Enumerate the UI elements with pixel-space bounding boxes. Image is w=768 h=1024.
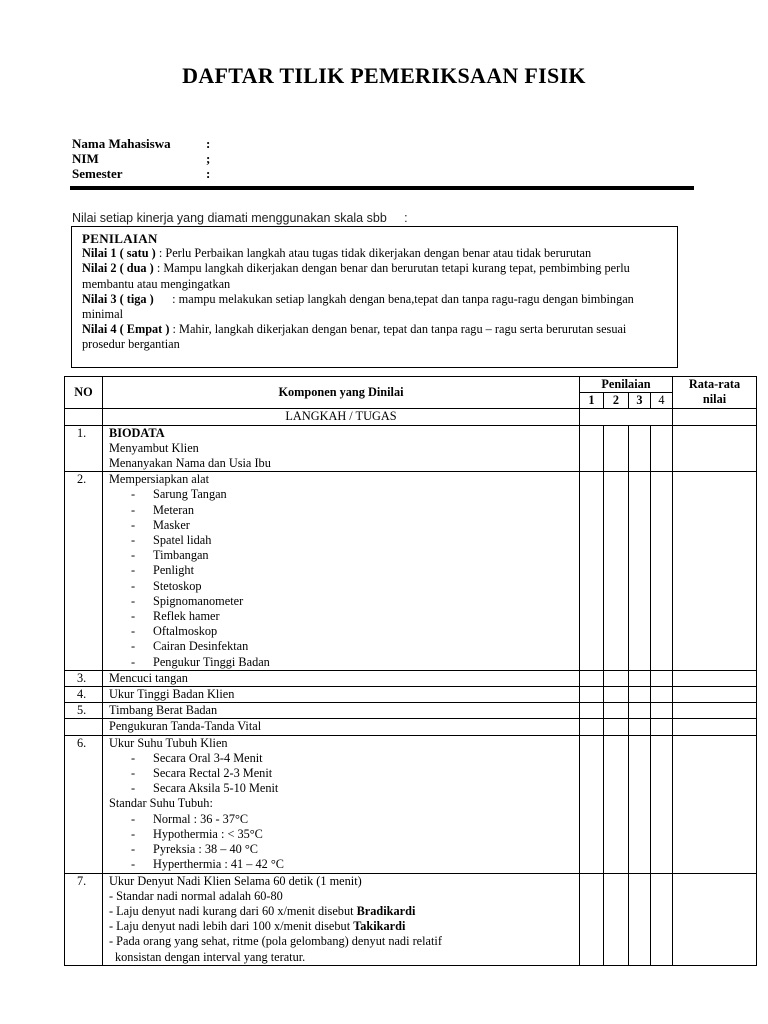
average-cell[interactable] — [673, 670, 757, 686]
score-cell[interactable] — [629, 703, 651, 719]
row-subheading: Standar Suhu Tubuh: — [109, 796, 213, 811]
list-item: - Masker — [131, 517, 190, 532]
penilaian-item-label: Nilai 3 ( tiga ) — [82, 291, 154, 306]
penilaian-item-label: Nilai 4 ( Empat ) — [82, 322, 170, 337]
list-item: - Timbangan — [131, 548, 209, 563]
score-cell[interactable] — [604, 687, 629, 703]
list-item: - Normal : 36 - 37°C — [131, 811, 249, 826]
score-cell[interactable] — [604, 873, 629, 965]
score-cell[interactable] — [651, 425, 673, 472]
col-header-average: Rata-rata nilai — [673, 377, 757, 409]
average-cell[interactable] — [673, 873, 757, 965]
identity-sep: ; — [206, 151, 211, 166]
penilaian-heading: PENILAIAN — [82, 231, 158, 246]
row-line: - Laju denyut nadi kurang dari 60 x/menit disebut Bradikardi — [109, 903, 416, 918]
row-line: - Pada orang yang sehat, ritme (pola gelombang) denyut nadi relatif — [109, 934, 442, 949]
score-cell[interactable] — [651, 703, 673, 719]
penilaian-item-text: : Mahir, langkah dikerjakan dengan benar, tepat dan tanpa ragu – ragu serta berurutan sesuai prosedur bergantian — [82, 322, 627, 352]
score-cell[interactable] — [629, 687, 651, 703]
list-item: - Reflek hamer — [131, 609, 220, 624]
row-number: 4. — [65, 687, 103, 703]
list-item: - Secara Oral 3-4 Menit — [131, 750, 263, 765]
col-header-no: NO — [65, 377, 103, 409]
list-item: - Secara Aksila 5-10 Menit — [131, 781, 279, 796]
empty-cell — [580, 409, 673, 425]
identity-block — [72, 136, 210, 181]
score-cell[interactable] — [604, 719, 629, 735]
penilaian-item-text: : Mampu langkah dikerjakan dengan benar dan berurutan tetapi kurang tepat, pembimbing perlu membantu atau mengingatkan — [82, 261, 630, 291]
score-cell[interactable] — [651, 735, 673, 873]
row-component: Mencuci tangan — [103, 670, 580, 686]
score-cell[interactable] — [629, 735, 651, 873]
score-cell[interactable] — [651, 719, 673, 735]
row-number: 5. — [65, 703, 103, 719]
identity-sep: : — [206, 166, 211, 181]
col-header-penilaian: Penilaian — [580, 377, 673, 393]
identity-row-name — [72, 136, 210, 151]
list-item: - Hyperthermia : 41 – 42 °C — [131, 857, 284, 872]
penilaian-item — [82, 246, 667, 261]
identity-label: NIM — [72, 151, 99, 166]
average-cell[interactable] — [673, 425, 757, 472]
list-item: - Hypothermia : < 35°C — [131, 826, 263, 841]
empty-cell — [673, 409, 757, 425]
score-cell[interactable] — [580, 670, 604, 686]
table-row — [65, 472, 757, 671]
table-row — [65, 703, 757, 719]
score-cell[interactable] — [651, 670, 673, 686]
table-row — [65, 425, 757, 472]
identity-sep: : — [206, 136, 211, 151]
empty-cell — [65, 409, 103, 425]
row-number: 1. — [65, 425, 103, 472]
penilaian-item-label: Nilai 1 ( satu ) — [82, 246, 156, 261]
list-item: - Oftalmoskop — [131, 624, 218, 639]
row-component — [103, 873, 580, 965]
term-takikardi: Takikardi — [353, 919, 406, 934]
score-cell[interactable] — [604, 472, 629, 671]
score-cell[interactable] — [580, 719, 604, 735]
divider-rule — [70, 186, 694, 190]
penilaian-box — [71, 226, 678, 368]
row-component — [103, 735, 580, 873]
list-item: - Spatel lidah — [131, 533, 212, 548]
penilaian-item — [82, 322, 667, 352]
section-row — [65, 409, 757, 425]
score-cell[interactable] — [651, 873, 673, 965]
term-bradikardi: Bradikardi — [356, 903, 416, 918]
row-component: Timbang Berat Badan — [103, 703, 580, 719]
row-number: 6. — [65, 735, 103, 873]
penilaian-item-label: Nilai 2 ( dua ) — [82, 261, 154, 276]
score-cell[interactable] — [629, 670, 651, 686]
row-component — [103, 472, 580, 671]
score-header: 2 — [604, 393, 629, 409]
score-cell[interactable] — [629, 719, 651, 735]
penilaian-item-text: : mampu melakukan setiap langkah dengan bena,tepat dan tanpa ragu-ragu dengan bimbingan minimal — [82, 291, 637, 322]
list-item: - Meteran — [131, 502, 194, 517]
row-line: Menanyakan Nama dan Usia Ibu — [109, 456, 271, 471]
list-item: - Stetoskop — [131, 578, 202, 593]
average-cell[interactable] — [673, 719, 757, 735]
table-row — [65, 735, 757, 873]
row-line: Menyambut Klien — [109, 440, 199, 455]
identity-row-semester — [72, 166, 210, 181]
score-header: 4 — [651, 393, 673, 409]
row-line: konsistan dengan interval yang teratur. — [115, 949, 306, 964]
penilaian-item-text: : Perlu Perbaikan langkah atau tugas tidak dikerjakan dengan benar atau tidak berurutan — [155, 246, 592, 261]
score-header: 3 — [629, 393, 651, 409]
identity-label: Nama Mahasiswa — [72, 136, 171, 151]
table-row — [65, 873, 757, 965]
row-number: 2. — [65, 472, 103, 671]
score-cell[interactable] — [580, 873, 604, 965]
list-item: - Cairan Desinfektan — [131, 639, 249, 654]
score-cell[interactable] — [580, 472, 604, 671]
row-heading: BIODATA — [109, 425, 165, 440]
score-cell[interactable] — [580, 735, 604, 873]
table-row — [65, 687, 757, 703]
row-line: - Standar nadi normal adalah 60-80 — [109, 888, 283, 903]
table-header-row — [65, 377, 757, 393]
score-cell[interactable] — [604, 735, 629, 873]
score-cell[interactable] — [629, 425, 651, 472]
table-row — [65, 670, 757, 686]
checklist-table — [64, 376, 757, 966]
list-item: - Pengukur Tinggi Badan — [131, 654, 270, 669]
row-number: 3. — [65, 670, 103, 686]
section-label: LANGKAH / TUGAS — [103, 409, 580, 425]
row-heading: Mempersiapkan alat — [109, 472, 210, 487]
row-heading: Ukur Suhu Tubuh Klien — [109, 735, 228, 750]
identity-label: Semester — [72, 166, 123, 181]
row-line: - Laju denyut nadi lebih dari 100 x/menit disebut Takikardi — [109, 919, 406, 934]
row-number: 7. — [65, 873, 103, 965]
scale-intro: Nilai setiap kinerja yang diamati menggunakan skala sbb : — [72, 211, 408, 225]
score-header: 1 — [580, 393, 604, 409]
penilaian-item — [82, 261, 667, 291]
score-cell[interactable] — [604, 425, 629, 472]
score-cell[interactable] — [580, 687, 604, 703]
score-cell[interactable] — [604, 670, 629, 686]
identity-row-nim — [72, 151, 210, 166]
score-cell[interactable] — [580, 703, 604, 719]
average-cell[interactable] — [673, 735, 757, 873]
score-cell[interactable] — [629, 873, 651, 965]
average-cell[interactable] — [673, 703, 757, 719]
table-row — [65, 719, 757, 735]
score-cell[interactable] — [651, 687, 673, 703]
row-component — [103, 425, 580, 472]
col-header-component: Komponen yang Dinilai — [103, 377, 580, 409]
row-heading: Ukur Denyut Nadi Klien Selama 60 detik (1 menit) — [109, 873, 362, 888]
list-item: - Secara Rectal 2-3 Menit — [131, 766, 273, 781]
row-component: Ukur Tinggi Badan Klien — [103, 687, 580, 703]
list-item: - Penlight — [131, 563, 194, 578]
average-cell[interactable] — [673, 687, 757, 703]
score-cell[interactable] — [629, 472, 651, 671]
list-item: - Pyreksia : 38 – 40 °C — [131, 842, 258, 857]
page-title: DAFTAR TILIK PEMERIKSAAN FISIK — [182, 63, 586, 88]
list-item: - Sarung Tangan — [131, 487, 227, 502]
score-cell[interactable] — [651, 472, 673, 671]
average-cell[interactable] — [673, 472, 757, 671]
penilaian-item — [82, 292, 667, 322]
score-cell[interactable] — [580, 425, 604, 472]
row-number — [65, 719, 103, 735]
score-cell[interactable] — [604, 703, 629, 719]
list-item: - Spignomanometer — [131, 593, 244, 608]
row-component: Pengukuran Tanda-Tanda Vital — [103, 719, 580, 735]
